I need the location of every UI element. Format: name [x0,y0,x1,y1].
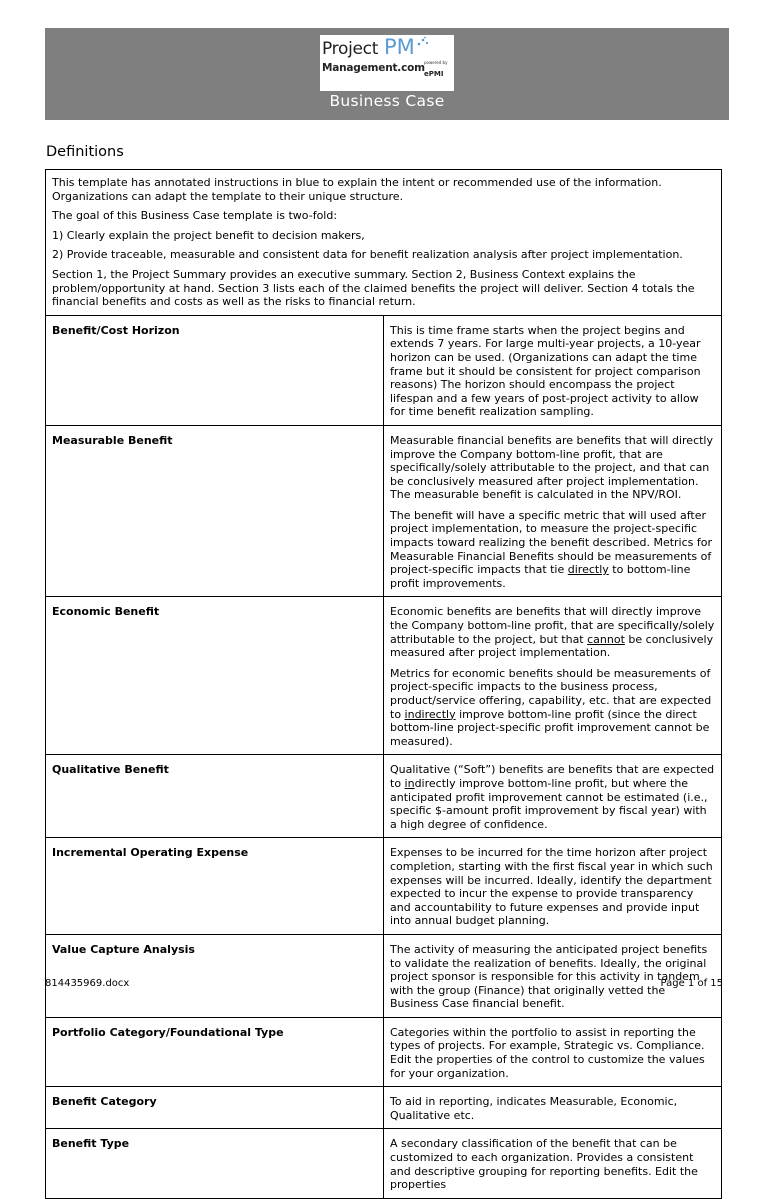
table-row-intro [46,170,722,316]
table-row [46,1129,722,1198]
term-label: Benefit Category [46,1087,384,1129]
text-run: to bottom-line profit improvements. [390,563,691,590]
term-description [384,838,722,935]
text-run: Qualitative (“Soft”) benefits are benefits that are expected to [390,763,715,790]
intro-paragraph: 1) Clearly explain the project benefit to decision makers, [52,228,365,242]
term-description [384,597,722,755]
intro-paragraph: 2) Provide traceable, measurable and consistent data for benefit realization analysis after project implementation. [52,248,683,262]
description-paragraph [390,605,715,659]
table-row [46,838,722,935]
logo-powered-text: powered by [424,60,448,65]
footer-filename: 814435969.docx [45,978,130,989]
text-run: directly improve bottom-line profit, but where the anticipated profit improvement cannot be estimated (i.e., specific $-amount profit improvement by fiscal year) with a high degree of confidence. [390,776,708,831]
logo [320,35,454,91]
term-label: Value Capture Analysis [46,934,384,1017]
table-row [46,315,722,425]
term-label: Incremental Operating Expense [46,838,384,935]
term-description [384,755,722,838]
logo-management-text: Management.com [322,62,425,74]
underlined-text: directly [567,563,609,577]
intro-paragraph: The goal of this Business Case template is two-fold: [52,209,338,223]
logo-pm-mark: PM [384,35,415,59]
text-run: Metrics for economic benefits should be measurements of project-specific impacts to the business process, product/service offering, capability, etc. that are expected to [390,666,712,721]
section-heading: Definitions [46,144,124,160]
description-paragraph: To aid in reporting, indicates Measurable, Economic, Qualitative etc. [390,1095,678,1122]
intro-cell [46,170,722,316]
text-run: The benefit will have a specific metric that will used after project implementation, to measure the project-specific impacts toward realizing the benefit described. Metrics for Measurable Financial Benefits should be measurements of project-specific impacts that tie [390,508,713,577]
footer-page-number: Page 1 of 15 [660,978,723,989]
underlined-text: cannot [587,632,625,646]
text-run: be conclusively measured after project implementation. [390,632,714,660]
description-paragraph: This is time frame starts when the project begins and extends 7 years. For large multi-year projects, a 10-year horizon can be used. (Organizations can adapt the time frame but it should be consistent for project comparison reasons) The horizon should encompass the project lifespan and a few years of post-project activity to allow for time benefit realization sampling. [390,323,701,419]
term-description [384,315,722,425]
description-paragraph [390,667,715,749]
intro-paragraph: Section 1, the Project Summary provides an executive summary. Section 2, Business Context explains the problem/opportunity at hand. Section 3 lists each of the claimed benefits the project will deliver. Section 4 totals the financial benefits and costs as well as the risks to financial return. [52,267,695,309]
description-paragraph: A secondary classification of the benefit that can be customized to each organization. Provides a consistent and descriptive grouping for reporting benefits. Edit the properties [390,1137,698,1192]
description-paragraph: Measurable financial benefits are benefits that will directly improve the Company bottom-line profit, that are specifically/solely attributable to the project, and that can be conclusively measured after project implementation. The measurable benefit is calculated in the NPV/ROI. [390,433,713,502]
description-paragraph [390,763,715,831]
table-row [46,425,722,597]
logo-epmi-text: ePMI [424,70,444,78]
table-row [46,755,722,838]
table-row [46,597,722,755]
term-label: Qualitative Benefit [46,755,384,838]
term-description [384,425,722,597]
table-row [46,1017,722,1086]
header-banner [45,28,729,120]
description-paragraph [390,509,715,591]
document-title: Business Case [329,92,445,110]
logo-dots-icon [416,36,430,48]
logo-project-text: Project [322,39,379,59]
description-paragraph: Categories within the portfolio to assist in reporting the types of projects. For example, Strategic vs. Compliance. Edit the properties of the control to customize the values for your organization. [390,1025,705,1080]
text-run: Economic benefits are benefits that will directly improve the Company bottom-line profit, that are specifically/solely attributable to the project, but that [390,605,715,646]
description-paragraph: Expenses to be incurred for the time horizon after project completion, starting with the first fiscal year in which such expenses will be incurred. Ideally, identify the department expected to incur the expense to provide transparency and accountability to future expenses and provide input into annual budget planning. [390,846,713,928]
definitions-table [45,169,722,1199]
term-description [384,1017,722,1086]
term-description [384,1129,722,1198]
term-label: Benefit/Cost Horizon [46,315,384,425]
underlined-text: in [404,776,415,790]
term-label: Economic Benefit [46,597,384,755]
term-description [384,934,722,1017]
intro-paragraph: This template has annotated instructions in blue to explain the intent or recommended use of the information. Organizations can adapt the template to their unique structure. [52,176,662,203]
table-row [46,1087,722,1129]
term-label: Benefit Type [46,1129,384,1198]
term-description [384,1087,722,1129]
term-label: Measurable Benefit [46,425,384,597]
table-row [46,934,722,1017]
term-label: Portfolio Category/Foundational Type [46,1017,384,1086]
text-run: improve bottom-line profit (since the direct bottom-line project-specific profit improvement cannot be measured). [390,707,710,748]
description-paragraph: The activity of measuring the anticipated project benefits to validate the realization of benefits. Ideally, the original project sponsor is responsible for this activity in tandem with the group (Finance) that originally vetted the Business Case financial benefit. [390,942,708,1011]
underlined-text: indirectly [404,707,456,721]
